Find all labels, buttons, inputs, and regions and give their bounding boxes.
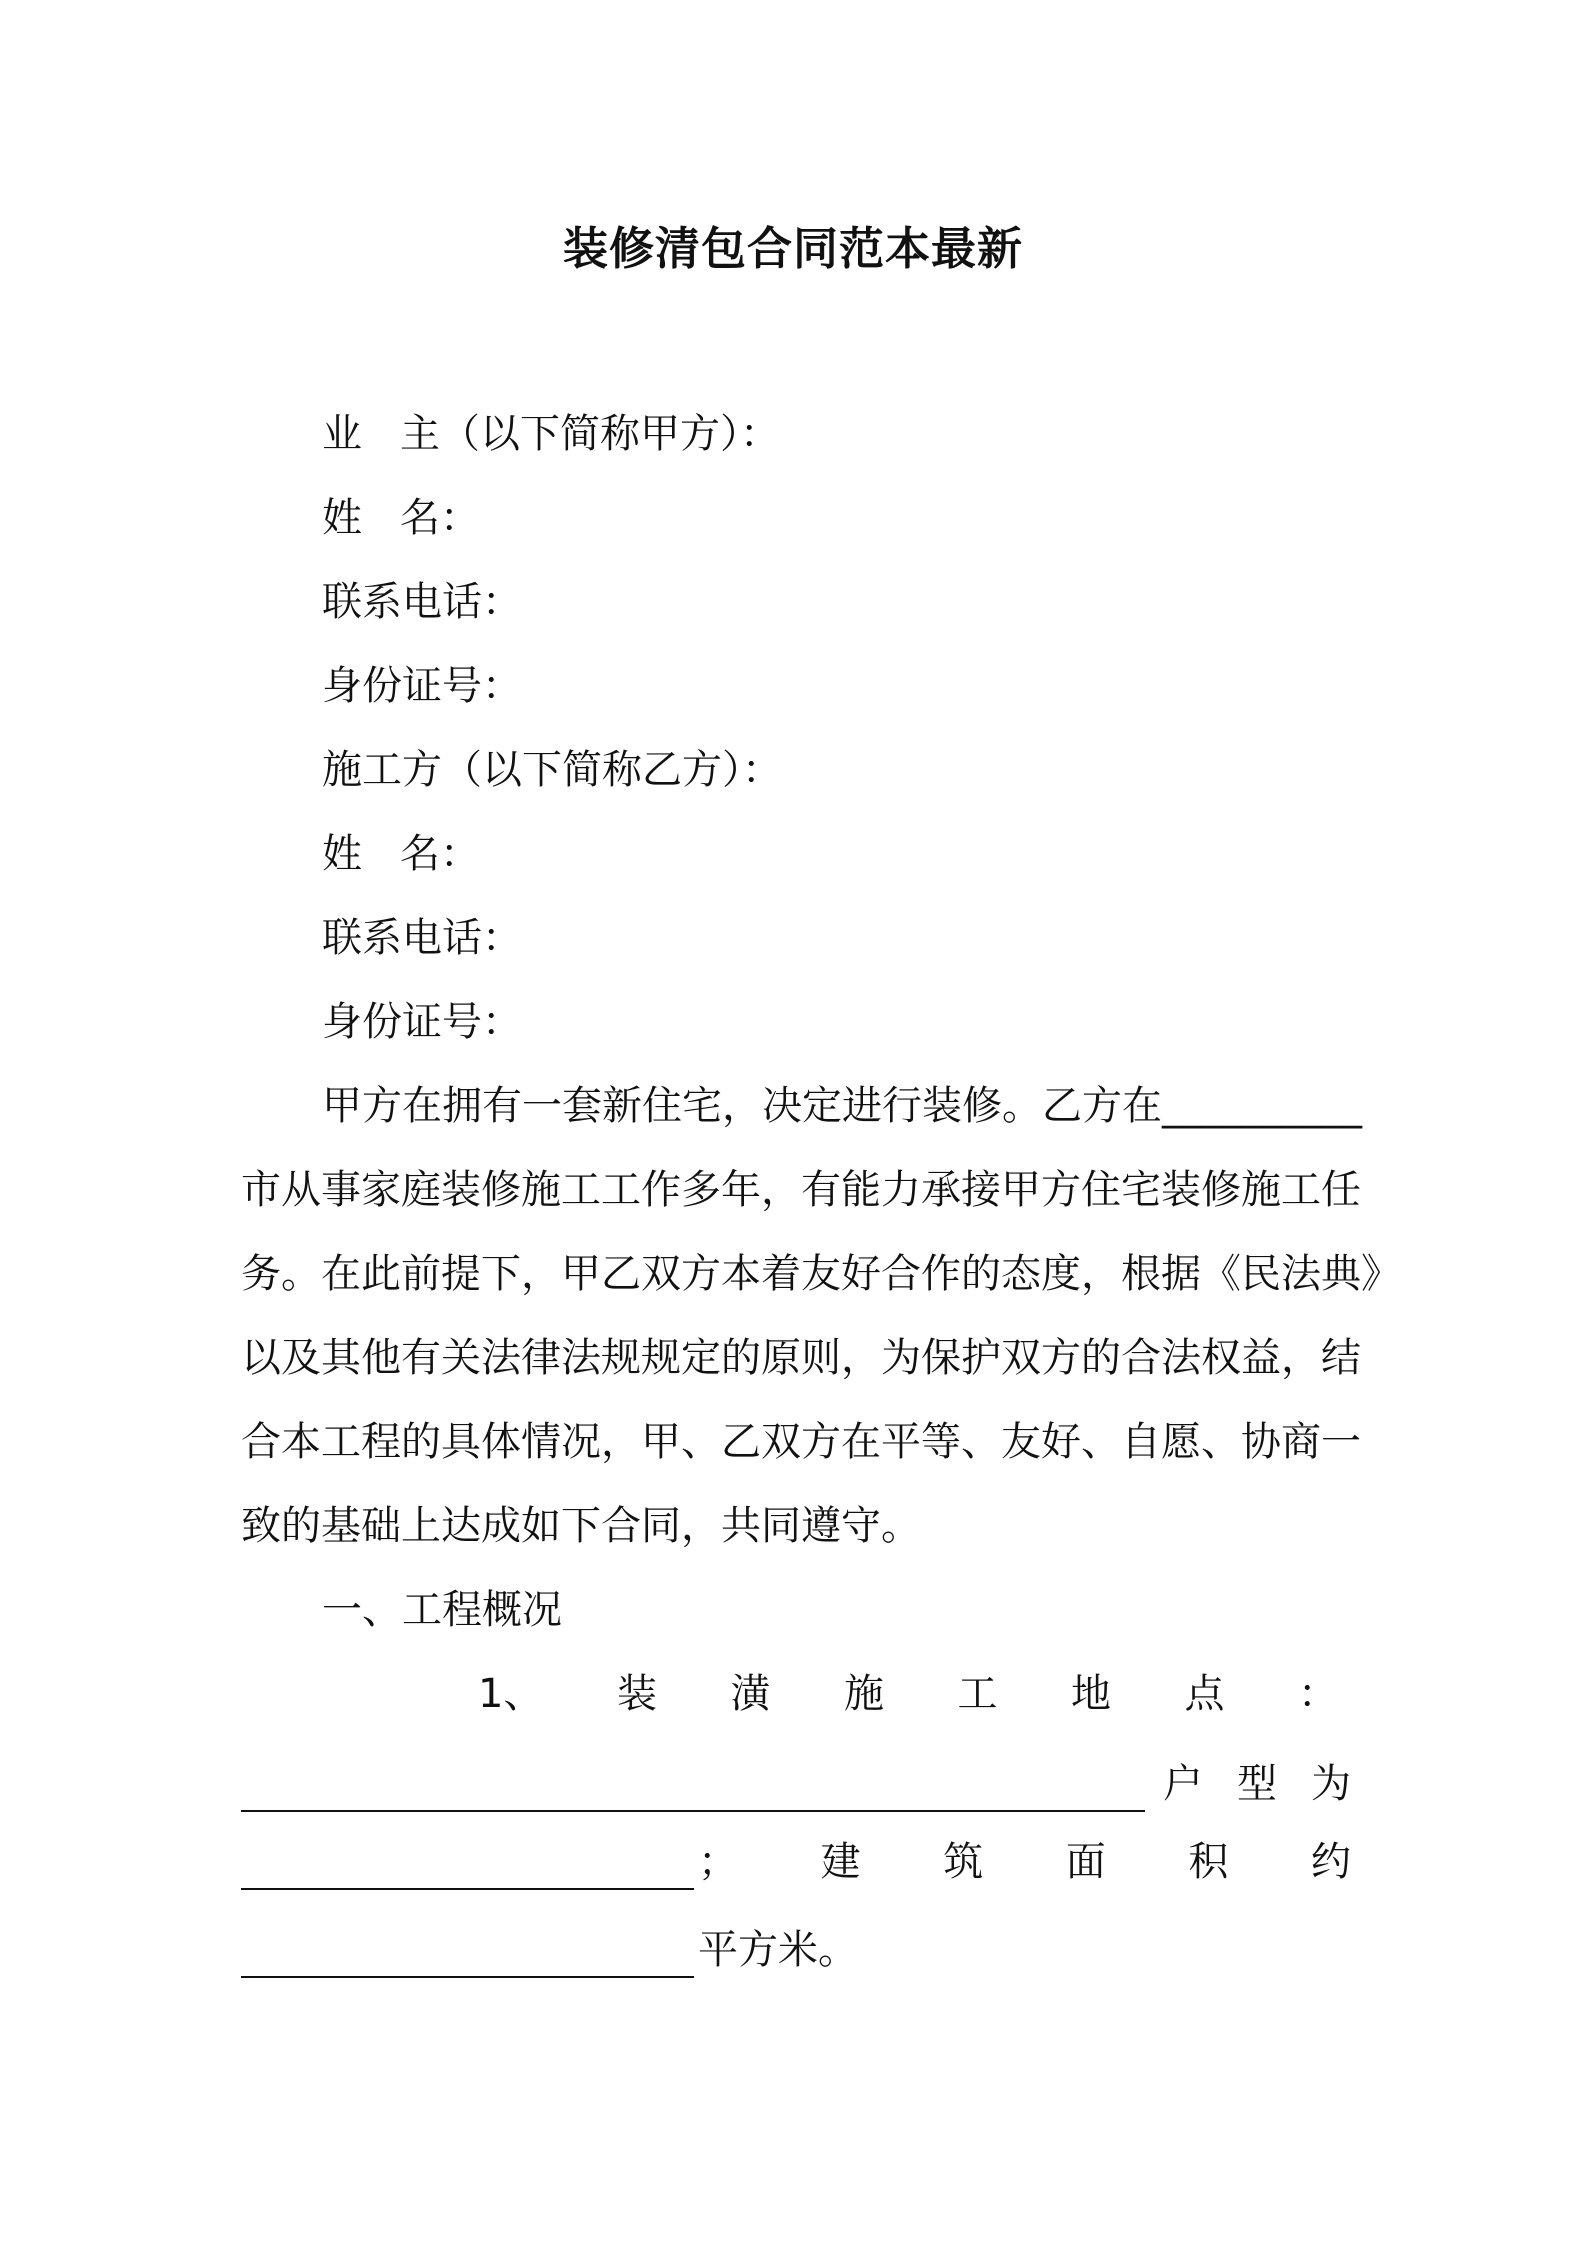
party-b-phone-field: 联系电话：	[322, 915, 522, 961]
area-char: 筑	[943, 1839, 984, 1885]
party-a-name-field	[322, 490, 480, 546]
intro-line: 甲方在拥有一套新住宅，决定进行装修。乙方在__________	[322, 1083, 1362, 1129]
section-heading: 一、工程概况	[322, 1587, 562, 1633]
house-type-char: 户	[1163, 1761, 1203, 1807]
item1-char: 地	[1070, 1671, 1111, 1717]
house-type-char: 为	[1311, 1761, 1351, 1807]
intro-line: 合本工程的具体情况，甲、乙双方在平等、友好、自愿、协商一	[241, 1419, 1361, 1465]
item1-char: 潢	[730, 1671, 771, 1717]
document-title: 装修清包合同范本最新	[562, 222, 1023, 275]
party-b-name-field	[322, 826, 480, 882]
party-b-id-field: 身份证号：	[322, 999, 522, 1045]
address-blank	[241, 1774, 1145, 1812]
item1-char: 装	[616, 1671, 657, 1717]
area-char: 积	[1188, 1839, 1229, 1885]
party-a-id-field: 身份证号：	[322, 663, 522, 709]
intro-line: 致的基础上达成如下合同，共同遵守。	[241, 1503, 921, 1549]
area-blank	[241, 1940, 694, 1978]
area-char: 约	[1310, 1839, 1351, 1885]
area-unit: 平方米。	[698, 1927, 858, 1973]
address-row	[241, 1756, 1351, 1812]
item1-char: 1、	[478, 1671, 544, 1717]
party-a-heading-rest: 主（以下简称甲方）：	[400, 411, 780, 457]
item1-char: ：	[1297, 1671, 1338, 1717]
party-b-heading: 施工方（以下简称乙方）：	[322, 747, 782, 793]
area-unit-row	[241, 1922, 1351, 1978]
party-b-name-prefix: 姓	[322, 831, 362, 877]
intro-line: 务。在此前提下，甲乙双方本着友好合作的态度，根据《民法典》	[241, 1251, 1401, 1297]
item1-label	[478, 1666, 1338, 1722]
party-a-name-prefix: 姓	[322, 495, 362, 541]
party-a-name-rest: 名：	[400, 495, 480, 541]
intro-line: 以及其他有关法律法规规定的原则，为保护双方的合法权益，结	[241, 1335, 1361, 1381]
party-a-phone-field: 联系电话：	[322, 579, 522, 625]
house-type-label	[1163, 1756, 1351, 1812]
party-b-name-rest: 名：	[400, 831, 480, 877]
area-char: ；	[698, 1839, 738, 1885]
intro-line: 市从事家庭装修施工工作多年，有能力承接甲方住宅装修施工任	[241, 1167, 1361, 1213]
area-label	[698, 1834, 1351, 1890]
area-row	[241, 1834, 1351, 1890]
house-type-blank	[241, 1852, 694, 1890]
area-char: 面	[1065, 1839, 1106, 1885]
area-char: 建	[820, 1839, 861, 1885]
item1-char: 工	[957, 1671, 998, 1717]
party-a-heading	[322, 406, 780, 462]
item1-char: 点	[1184, 1671, 1225, 1717]
party-a-heading-prefix: 业	[322, 411, 362, 457]
item1-char: 施	[843, 1671, 884, 1717]
house-type-char: 型	[1237, 1761, 1277, 1807]
